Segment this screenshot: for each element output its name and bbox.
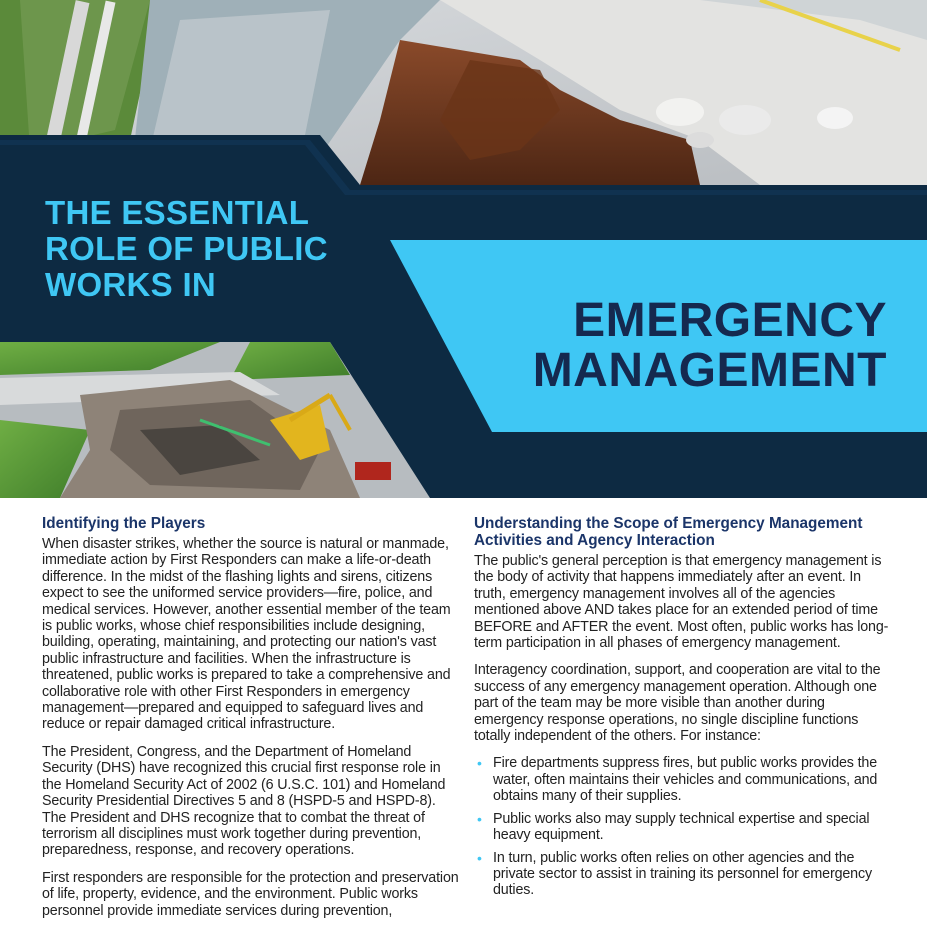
bullet-icon: • — [477, 755, 482, 772]
subtitle-line-2: MANAGEMENT — [532, 344, 887, 397]
paragraph: Interagency coordination, support, and cooperation are vital to the success of any emergency management operation. Although one part of the team may be more visible than another during emergency response operations, no single discipline functions totally independent of the others. For instance: — [474, 662, 881, 745]
title-essential-role — [45, 195, 385, 303]
subtitle-line-1: EMERGENCY — [573, 294, 887, 347]
right-column — [474, 515, 894, 905]
bullet-icon: • — [477, 810, 482, 827]
list-item — [474, 850, 894, 899]
bullet-icon: • — [477, 849, 482, 866]
paragraph: When disaster strikes, whether the source is natural or manmade, immediate action by First Responders can make a life-or-death difference. In the midst of the flashing lights and sirens, citizens expect to see the uniformed service providers—fire, police, and medical services. However, another essential member of the team is public works, whose chief responsibilities include designing, building, operating, maintaining, and protecting our nation's vast public infrastructure and facilities. When the infrastructure is threatened, public works is prepared to take a comprehensive and collaborative role with other First Responders in emergency management—prepared and equipped to safeguard lives and reduce or repair damaged critical infrastructure. — [42, 536, 451, 733]
title-line-3: WORKS IN — [45, 266, 217, 303]
list-item-text: In turn, public works often relies on other agencies and the private sector to assist in training its personnel for emergency duties. — [493, 849, 872, 899]
title-emergency-management — [533, 296, 887, 396]
list-item — [474, 755, 894, 804]
section-heading-scope: Understanding the Scope of Emergency Management Activities and Agency Interaction — [474, 515, 863, 549]
title-line-1: THE ESSENTIAL — [45, 194, 310, 231]
section-heading-identifying-players: Identifying the Players — [42, 515, 206, 532]
paragraph: First responders are responsible for the protection and preservation of life, property, evidence, and the environment. Public works personnel provide immediate services during prevention, — [42, 869, 459, 919]
title-line-2: ROLE OF PUBLIC — [45, 230, 328, 267]
paragraph: The public's general perception is that emergency management is the body of activity that happens immediately after an event. In truth, emergency management involves all of the agencies mentioned above AND takes place for an extended period of time BEFORE and AFTER the event. Most often, public works has long-term participation in all phases of emergency management. — [474, 553, 889, 652]
left-column — [42, 515, 460, 927]
list-item-text: Fire departments suppress fires, but public works provides the water, often maintains their vehicles and communications, and obtains many of their supplies. — [493, 755, 878, 805]
bullet-list — [474, 755, 894, 898]
list-item — [474, 811, 894, 844]
list-item-text: Public works also may supply technical expertise and special heavy equipment. — [493, 810, 870, 844]
paragraph: The President, Congress, and the Department of Homeland Security (DHS) have recognized this crucial first response role in the Homeland Security Act of 2002 (6 U.S.C. 101) and Homeland Security Presidential Directives 5 and 8 (HSPD-5 and HSPD-8). The President and DHS recognize that to combat the threat of terrorism all disciplines must work together during prevention, preparedness, response, and recovery operations. — [42, 743, 446, 859]
